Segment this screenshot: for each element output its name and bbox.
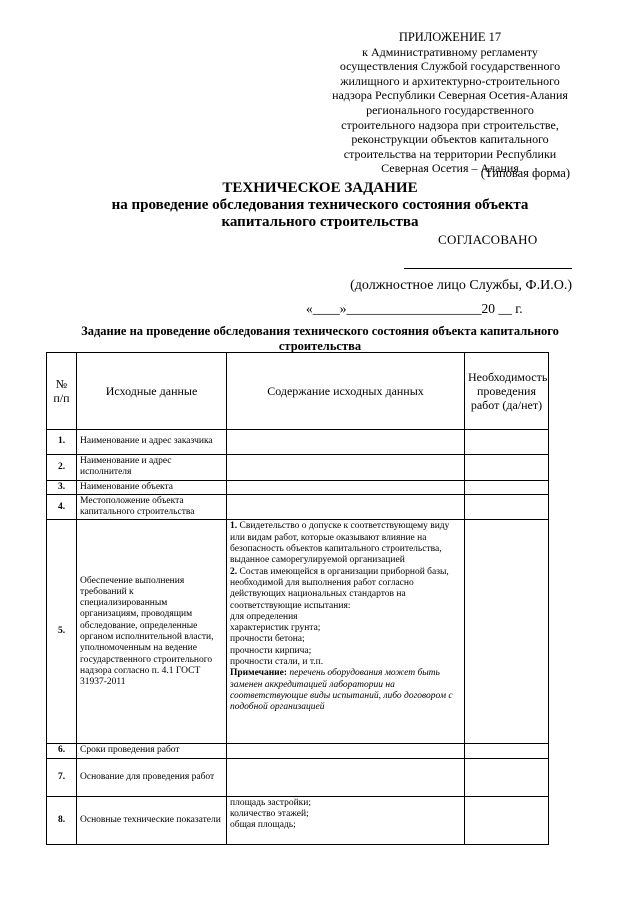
table-title: Задание на проведение обследования технического состояния объекта капитального строительства xyxy=(81,324,559,353)
row-label: Местоположение объекта капитального строительства xyxy=(77,494,227,520)
table-row xyxy=(47,520,549,744)
form-type-label: (Типовая форма) xyxy=(480,166,570,180)
row-content xyxy=(227,480,465,494)
row-needed xyxy=(465,758,549,796)
row-label: Наименование и адрес заказчика xyxy=(77,430,227,455)
signature-line xyxy=(404,268,572,269)
appendix-number: ПРИЛОЖЕНИЕ 17 xyxy=(398,30,502,44)
row-label: Основание для проведения работ xyxy=(77,758,227,796)
row-needed xyxy=(465,455,549,481)
official-label: (должностное лицо Службы, Ф.И.О.) xyxy=(350,278,572,293)
appendix-block xyxy=(330,30,570,176)
appendix-text: к Административному регламенту осуществления Службой государственного жилищного и архитектурно-строительного надзора Республики Северная Осетия-Алания регионального государственного строительного надзора при строительстве, реконструкции объектов капитального строительства на территории Республики Северная Осетия – Алания xyxy=(332,44,568,176)
row-label: Обеспечение выполнения требований к специализированным организациям, проводящим обследование, определенные органом исполнительной власти, уполномоченным на ведение государственного строительного надзора согласно п. 4.1 ГОСТ 31937-2011 xyxy=(77,520,227,744)
row-content xyxy=(227,758,465,796)
title-line-3: капитального строительства xyxy=(221,214,419,230)
table-row xyxy=(47,455,549,481)
row-content xyxy=(227,455,465,481)
table-header-row xyxy=(47,353,549,430)
row-number: 2. xyxy=(47,455,77,481)
row-number: 5. xyxy=(47,520,77,744)
row-content xyxy=(227,796,465,844)
row-label: Наименование объекта xyxy=(77,480,227,494)
row-label: Наименование и адрес исполнителя xyxy=(77,455,227,481)
date-line: «____»____________________20 __ г. xyxy=(306,301,523,316)
content-line: общая площадь; xyxy=(230,820,296,831)
row-label: Сроки проведения работ xyxy=(77,744,227,758)
content-line: для определения xyxy=(230,611,298,622)
table-row xyxy=(47,744,549,758)
content-line: прочности стали, и т.п. xyxy=(230,657,324,668)
row-content xyxy=(227,494,465,520)
row-needed xyxy=(465,480,549,494)
row-number: 7. xyxy=(47,758,77,796)
table-row xyxy=(47,494,549,520)
table-row xyxy=(47,430,549,455)
document-title xyxy=(60,180,580,231)
title-line-2: на проведение обследования технического состояния объекта xyxy=(111,197,529,213)
table-row xyxy=(47,758,549,796)
title-line-1: ТЕХНИЧЕСКОЕ ЗАДАНИЕ xyxy=(222,180,418,196)
header-num: № п/п xyxy=(47,353,77,430)
agreed-label: СОГЛАСОВАНО xyxy=(438,232,538,247)
content-line: характеристик грунта; xyxy=(230,623,321,634)
content-paragraph-2: 2. Состав имеющейся в организации приборной базы, необходимой для выполнения работ согласно действующих национальных стандартов на соответствующие испытания: xyxy=(230,566,449,611)
content-line: количество этажей; xyxy=(230,809,309,820)
row-needed xyxy=(465,796,549,844)
row-content xyxy=(227,430,465,455)
content-line: прочности бетона; xyxy=(230,634,305,645)
row-needed xyxy=(465,430,549,455)
header-source: Исходные данные xyxy=(77,353,227,430)
row-number: 6. xyxy=(47,744,77,758)
content-note: Примечание: перечень оборудования может быть заменен аккредитацией лаборатории на соответствующие виды испытаний, либо договором с подобной организацией xyxy=(230,668,453,713)
row-needed xyxy=(465,494,549,520)
header-needed: Необходимость проведения работ (да/нет) xyxy=(465,353,549,430)
row-number: 8. xyxy=(47,796,77,844)
header-content: Содержание исходных данных xyxy=(227,353,465,430)
row-number: 3. xyxy=(47,480,77,494)
table-row xyxy=(47,796,549,844)
row-content xyxy=(227,520,465,744)
row-needed xyxy=(465,520,549,744)
row-number: 4. xyxy=(47,494,77,520)
tech-task-table xyxy=(46,352,549,845)
row-content xyxy=(227,744,465,758)
content-line: прочности кирпича; xyxy=(230,645,312,656)
content-line: площадь застройки; xyxy=(230,797,312,808)
content-paragraph-1: 1. Свидетельство о допуске к соответствующему виду или видам работ, которые оказывают влияние на безопасность объектов капитального строительства, выданное саморегулируемой организацией xyxy=(230,521,450,566)
table-row xyxy=(47,480,549,494)
row-needed xyxy=(465,744,549,758)
row-label: Основные технические показатели xyxy=(77,796,227,844)
row-number: 1. xyxy=(47,430,77,455)
